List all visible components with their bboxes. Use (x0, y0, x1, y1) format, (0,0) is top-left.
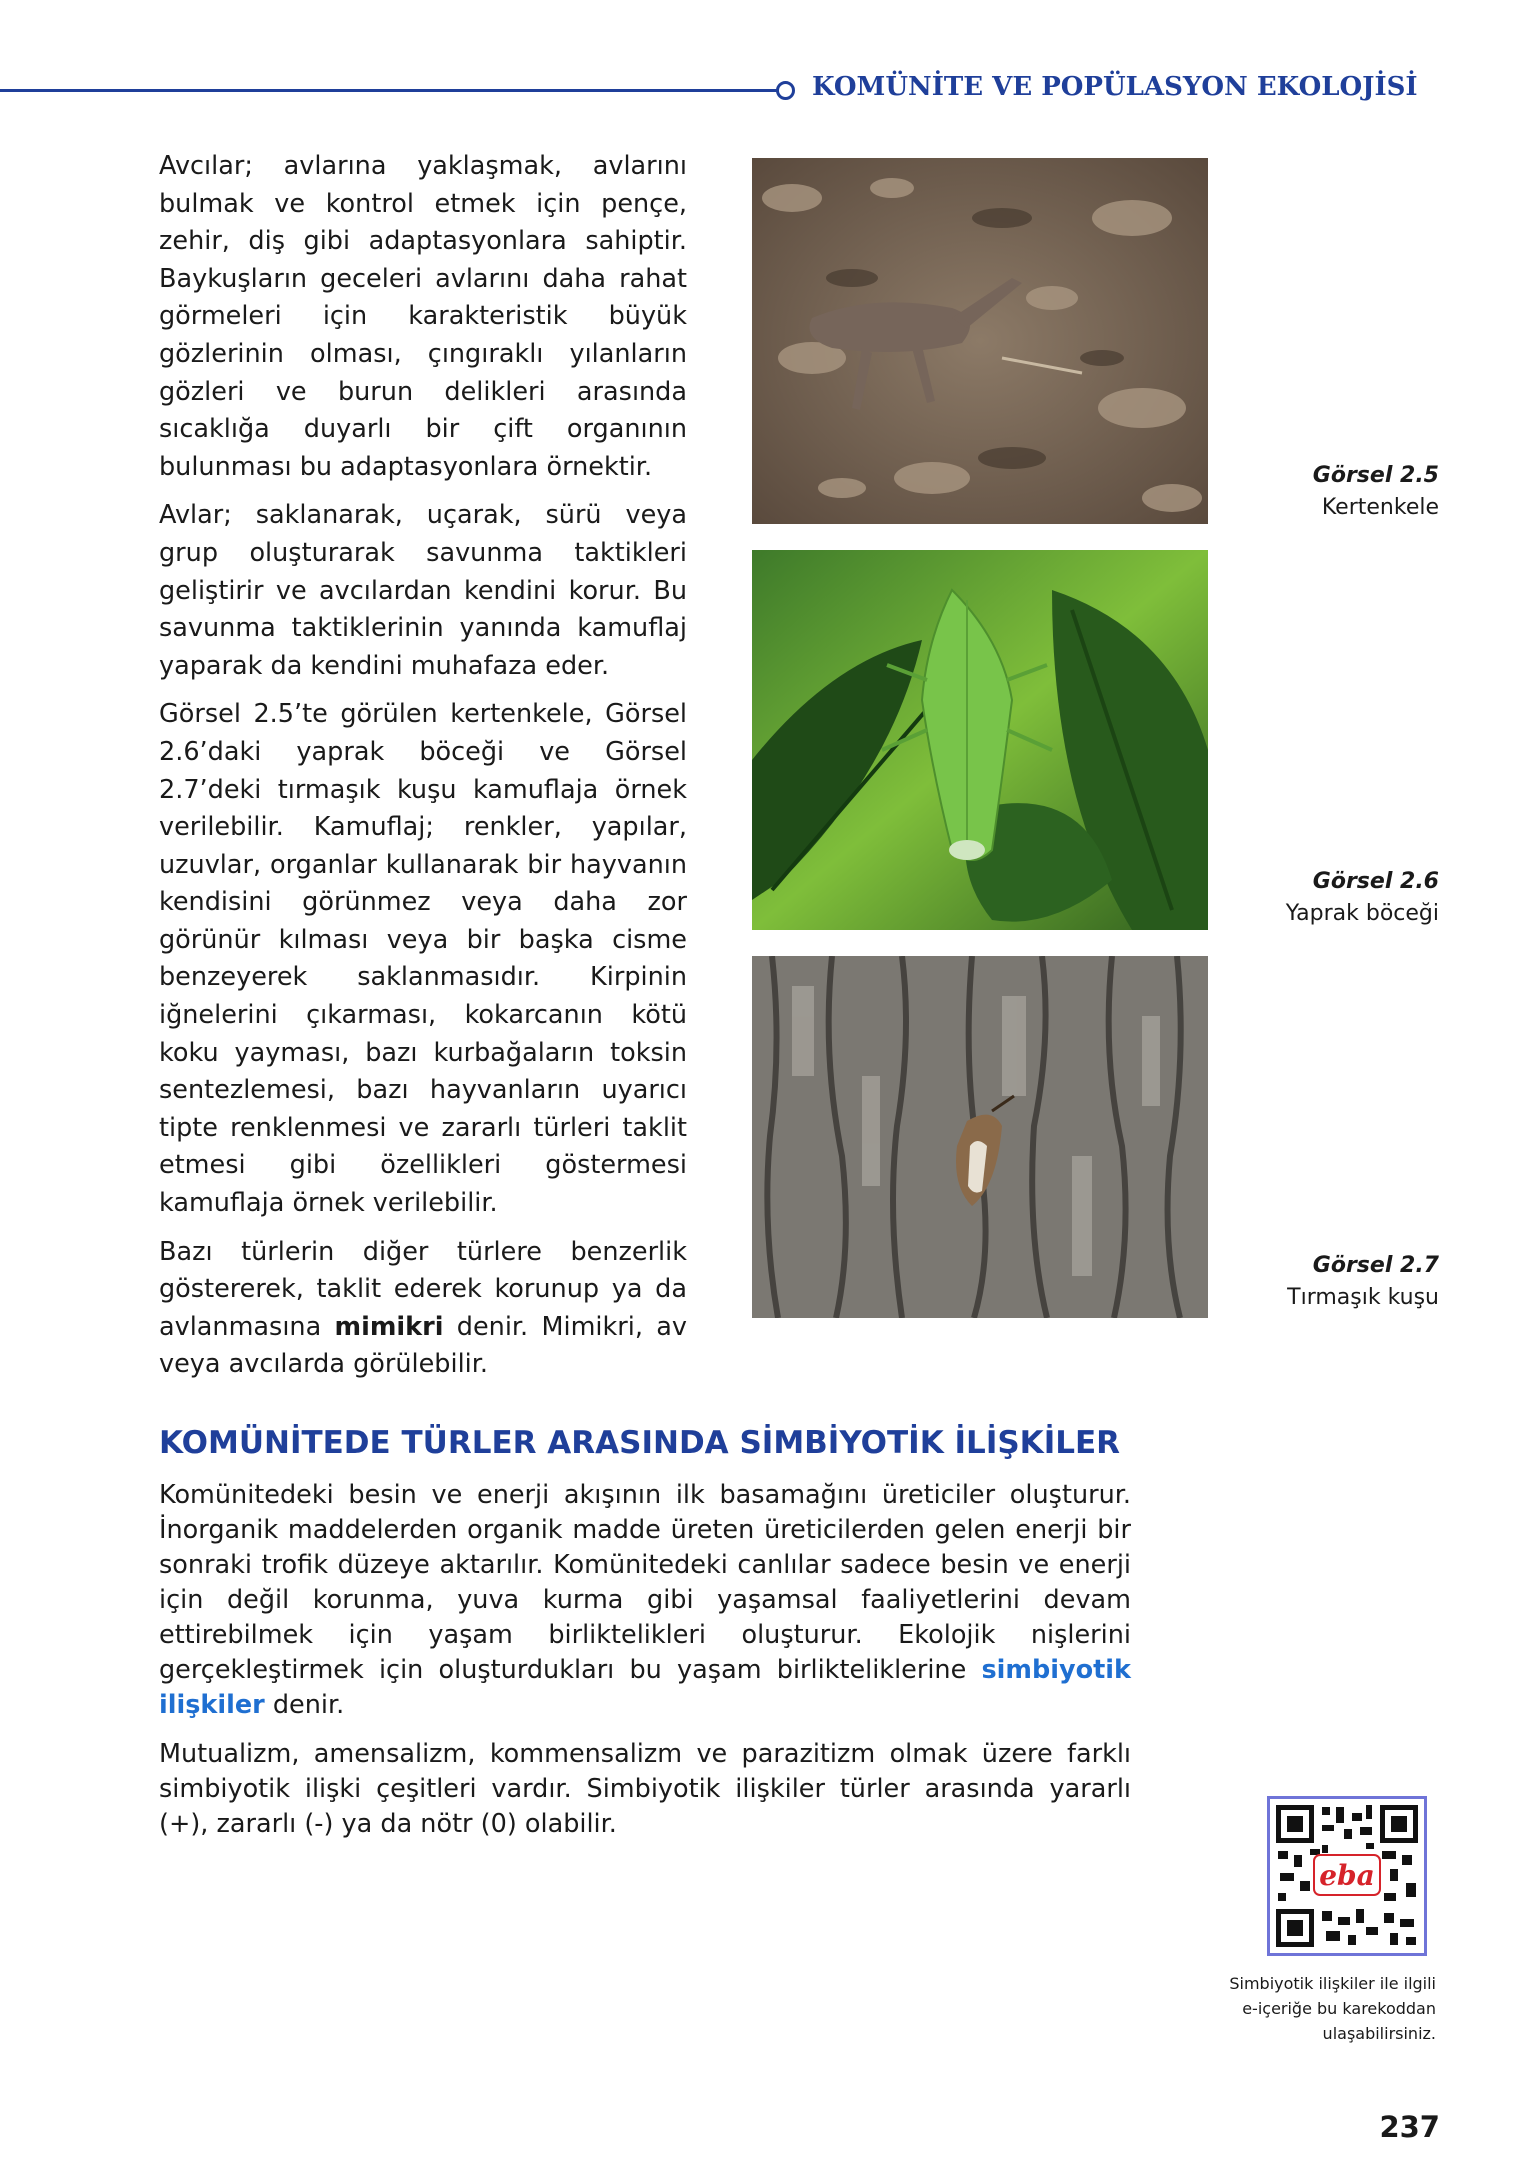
header-rule (0, 89, 778, 92)
eba-logo: eba (1319, 1859, 1375, 1892)
figure-caption-2-5 (1199, 460, 1439, 524)
qr-caption (1170, 1971, 1436, 2046)
photo-lizard (752, 158, 1208, 524)
chapter-title: KOMÜNİTE VE POPÜLASYON EKOLOJİSİ (812, 72, 1418, 102)
figure-caption: Tırmaşık kuşu (1287, 1285, 1439, 1310)
figure-caption-2-7 (1199, 1250, 1439, 1314)
mimicry-text-after: denir. Mimikri, av veya avcılarda görülebilir. (159, 1311, 687, 1380)
section-title: KOMÜNİTEDE TÜRLER ARASINDA SİMBİYOTİK İLİŞKİLER (159, 1425, 1121, 1461)
photo-treecreeper (752, 956, 1208, 1318)
qr-caption-line: e-içeriğe bu karekoddan (1242, 1999, 1436, 2018)
figure-label: Görsel 2.5 (1312, 463, 1439, 488)
symbiotic-term: simbiyotik ilişkiler (159, 1655, 1131, 1720)
left-text-column (159, 148, 687, 1395)
section-text (159, 1478, 1131, 1856)
mimicry-term: mimikri (334, 1311, 444, 1342)
header-circle-icon (776, 81, 795, 100)
paragraph-mimicry (159, 1234, 687, 1384)
page-number: 237 (1379, 2110, 1440, 2144)
figure-caption: Yaprak böceği (1285, 901, 1439, 926)
figure-caption: Kertenkele (1321, 495, 1439, 520)
mimicry-text-before: Bazı türlerin diğer türlere benzerlik göstererek, taklit ederek korunup ya da avlanmasına (159, 1236, 687, 1342)
symbiotic-text-after: denir. (264, 1690, 345, 1720)
figure-label: Görsel 2.7 (1312, 1253, 1439, 1278)
paragraph-predators: Avcılar; avlarına yaklaşmak, avlarını bulmak ve kontrol etmek için pençe, zehir, diş gibi adaptasyonlara sahiptir. Baykuşların geceleri avlarını daha rahat görmeleri için karakteristik büyük gözlerinin olması, çıngıraklı yılanların gözleri ve burun delikleri arasında sıcaklığa duyarlı bir çift organının bulunması bu adaptasyonlara örnektir. (159, 151, 687, 482)
figure-label: Görsel 2.6 (1312, 869, 1439, 894)
photo-leaf-insect (752, 550, 1208, 930)
qr-caption-line: ulaşabilirsiniz. (1322, 2024, 1436, 2043)
paragraph-prey: Avlar; saklanarak, uçarak, sürü veya grup oluşturarak savunma taktikleri geliştirir ve avcılardan kendini korur. Bu savunma taktiklerinin yanında kamuflaj yaparak da kendini muhafaza eder. (159, 500, 687, 681)
qr-caption-line: Simbiyotik ilişkiler ile ilgili (1229, 1974, 1436, 1993)
paragraph-symbiotic-definition (159, 1478, 1131, 1723)
figure-caption-2-6 (1199, 866, 1439, 930)
qr-code[interactable] (1267, 1796, 1427, 1956)
paragraph-symbiotic-types: Mutualizm, amensalizm, kommensalizm ve parazitizm olmak üzere farklı simbiyotik ilişki çeşitleri vardır. Simbiyotik ilişkiler türler arasında yararlı (+), zararlı (-) ya da nötr (0) olabilir. (159, 1739, 1131, 1839)
symbiotic-text-before: Komünitedeki besin ve enerji akışının ilk basamağını üreticiler oluşturur. İnorganik maddelerden organik madde üreten üreticilerden gelen enerji bir sonraki trofik düzeye aktarılır. Komünitedeki canlılar sadece besin ve enerji için değil korunma, yuva kurma gibi yaşamsal faaliyetlerini devam ettirebilmek için yaşam birliktelikleri oluşturur. Ekolojik nişlerini gerçekleştirmek için oluşturdukları bu yaşam birlikteliklerine (159, 1480, 1131, 1685)
paragraph-camouflage: Görsel 2.5’te görülen kertenkele, Görsel 2.6’daki yaprak böceği ve Görsel 2.7’deki tırmaşık kuşu kamuflaja örnek verilebilir. Kamuflaj; renkler, yapılar, uzuvlar, organlar kullanarak bir hayvanın kendisini görünmez veya daha zor görünür kılması veya bir başka cisme benzeyerek saklanmasıdır. Kirpinin iğnelerini çıkarması, kokarcanın kötü koku yayması, bazı kurbağaların toksin sentezlemesi, bazı hayvanların uyarıcı tipte renklenmesi ve zararlı türleri taklit etmesi gibi özellikleri göstermesi kamuflaja örnek verilebilir. (159, 699, 687, 1219)
